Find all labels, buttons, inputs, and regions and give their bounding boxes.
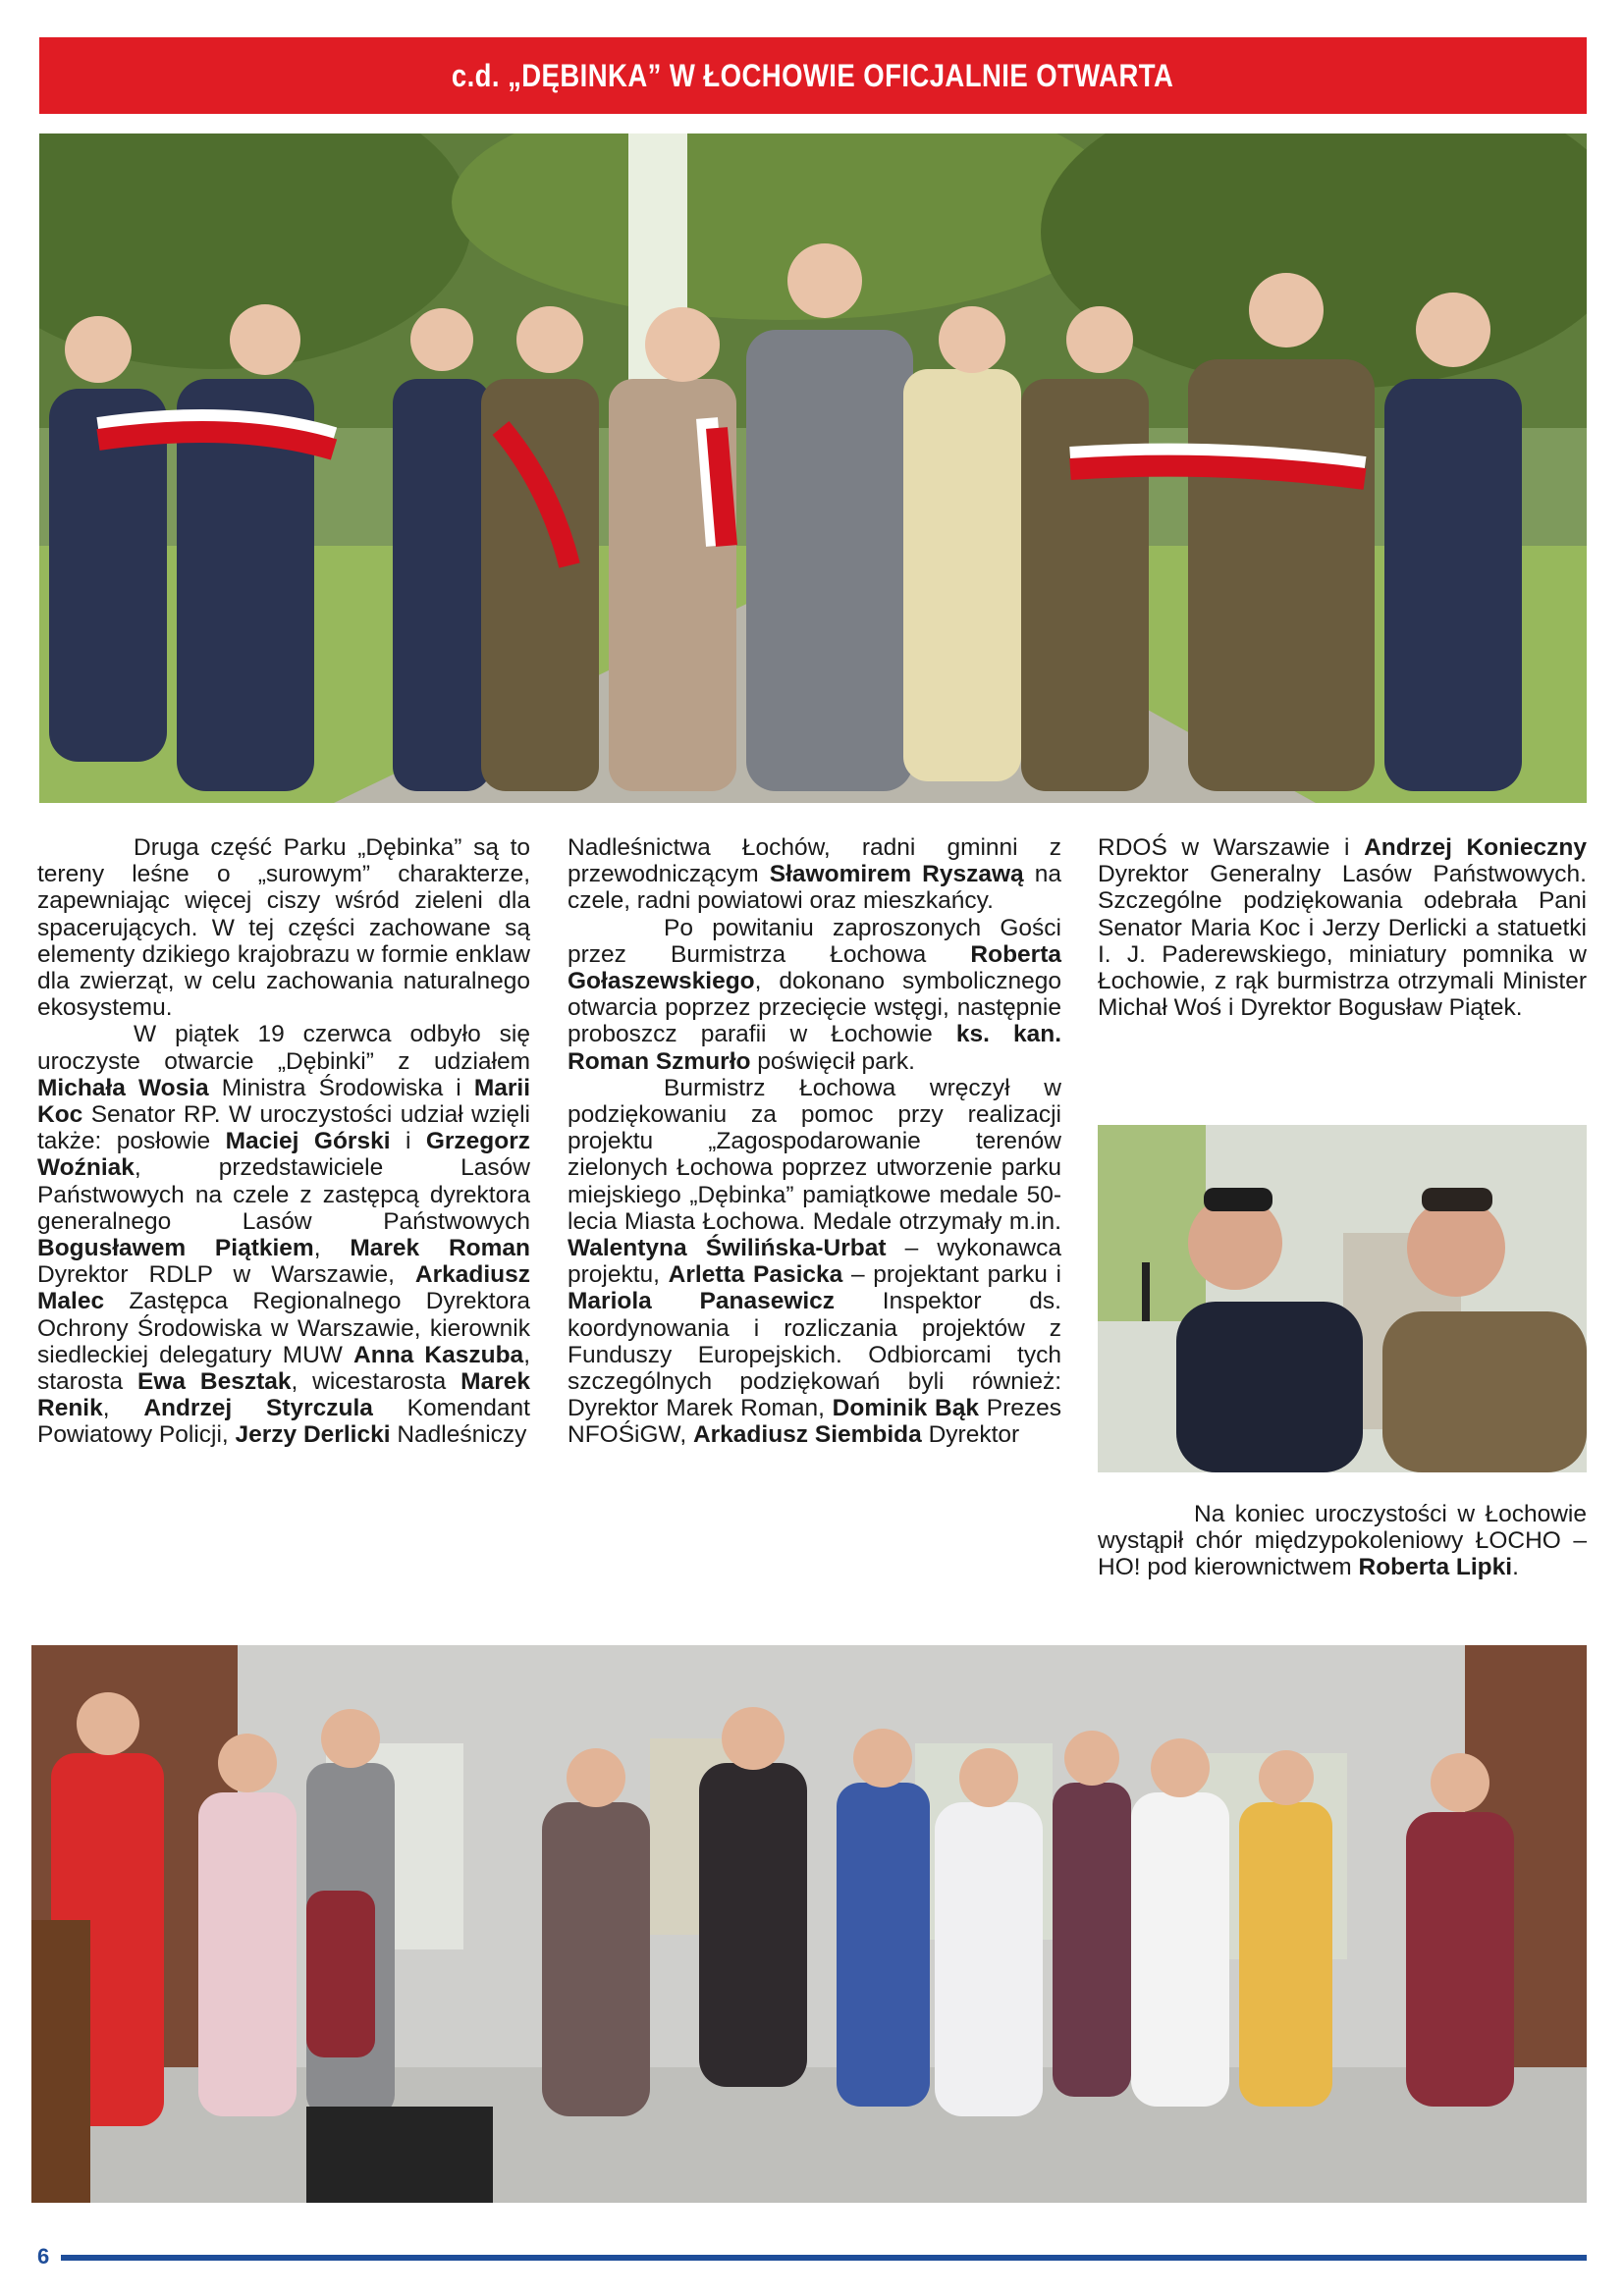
photo-ribbon-cutting	[39, 133, 1587, 803]
page-number: 6	[37, 2244, 50, 2269]
article-column-3	[1098, 834, 1587, 1021]
article-column-3-closing	[1098, 1501, 1587, 1581]
paragraph: Burmistrz Łochowa wręczył w podziękowaniu za pomoc przy realizacji projektu „Zagospodarowanie terenów zielonych Łochowa poprzez utworzenie parku miejskiego „Dębinka” pamiątkowe medale 50-lecia Miasta Łochowa. Medale otrzymały m.in. Walentyna Świlińska-Urbat – wykonawca projektu, Arletta Pasicka – projektant parku i Mariola Panasewicz Inspektor ds. koordynowania i rozliczania projektów z Funduszy Europejskich. Odbiorcami tych szczególnych podziękowań byli również: Dyrektor Marek Roman, Dominik Bąk Prezes NFOŚiGW, Arkadiusz Siembida Dyrektor	[568, 1074, 1061, 1449]
photo-choir	[31, 1645, 1587, 2203]
paragraph: Na koniec uroczystości w Łochowie wystąpił chór międzypokoleniowy ŁOCHO – HO! pod kierownictwem Roberta Lipki.	[1098, 1501, 1587, 1581]
article-header-band	[39, 37, 1587, 114]
paragraph: Druga część Parku „Dębinka” są to tereny leśne o „surowym” charakterze, zapewniając więcej ciszy wśród zieleni dla spacerujących. W tej części zachowane są elementy dzikiego krajobrazu w formie enklaw dla zwierząt, w celu zachowania naturalnego ekosystemu.	[37, 834, 530, 1022]
article-column-1	[37, 834, 530, 1449]
photo-speakers	[1098, 1125, 1587, 1472]
article-column-2	[568, 834, 1061, 1449]
paragraph: Po powitaniu zaproszonych Gości przez Burmistrza Łochowa Roberta Gołaszewskiego, dokonano symbolicznego otwarcia poprzez przecięcie wstęgi, następnie proboszcz parafii w Łochowie ks. kan. Roman Szmurło poświęcił park.	[568, 914, 1062, 1075]
footer-rule	[61, 2255, 1587, 2261]
paragraph: Nadleśnictwa Łochów, radni gminni z przewodniczącym Sławomirem Ryszawą na czele, radni powiatowi oraz mieszkańcy.	[568, 834, 1062, 915]
paragraph: RDOŚ w Warszawie i Andrzej Konieczny Dyrektor Generalny Lasów Państwowych. Szczególne podziękowania odebrała Pani Senator Maria Koc i Jerzy Derlicki a statuetki I. J. Paderewskiego, miniatury pomnika w Łochowie, z rąk burmistrza otrzymali Minister Michał Woś i Dyrektor Bogusław Piątek.	[1098, 834, 1587, 1022]
article-title: c.d. „DĘBINKA” W ŁOCHOWIE OFICJALNIE OTWARTA	[452, 57, 1174, 93]
paragraph: W piątek 19 czerwca odbyło się uroczyste otwarcie „Dębinki” z udziałem Michała Wosia Ministra Środowiska i Marii Koc Senator RP. W uroczystości udział wzięli także: posłowie Maciej Górski i Grzegorz Woźniak, przedstawiciele Lasów Państwowych na czele z zastępcą dyrektora generalnego Lasów Państwowych Bogusławem Piątkiem, Marek Roman Dyrektor RDLP w Warszawie, Arkadiusz Malec Zastępca Regionalnego Dyrektora Ochrony Środowiska w Warszawie, kierownik siedleckiej delegatury MUW Anna Kaszuba, starosta Ewa Besztak, wicestarosta Marek Renik, Andrzej Styrczula Komendant Powiatowy Policji, Jerzy Derlicki Nadleśniczy	[37, 1021, 531, 1449]
